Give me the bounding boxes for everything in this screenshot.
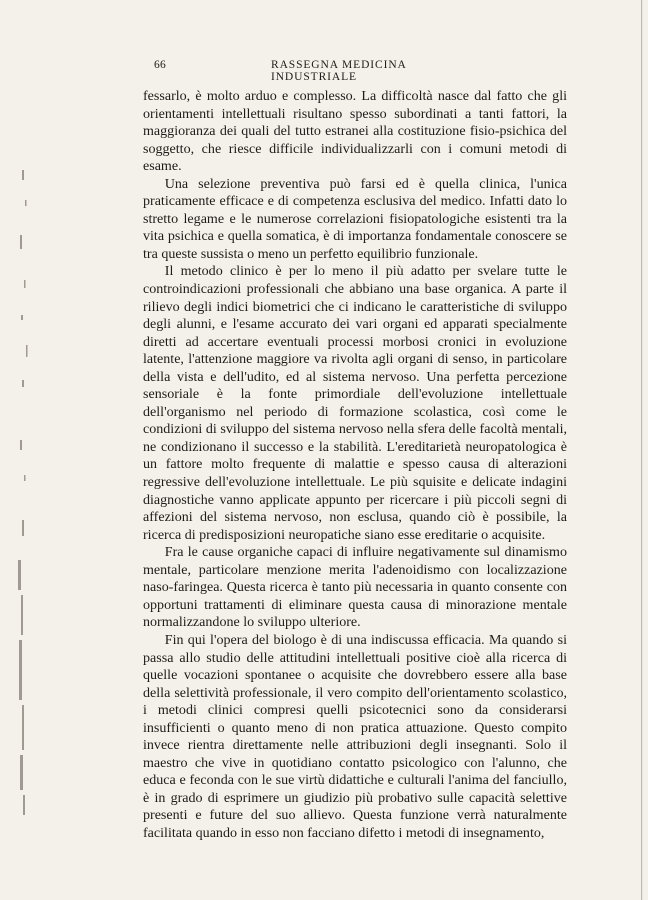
- right-page-edge: [636, 0, 648, 900]
- scan-edge-marks: [0, 140, 40, 840]
- paragraph: Il metodo clinico è per lo meno il più adatto per svelare tutte le controindicazioni professionali che abbiano una base organica. A parte il rilievo degli indici biometrici che ci indicano le caratteristiche di sviluppo degli alunni, e l'esame accurato dei vari organi ed apparati specialmente diretti ad accertare eventuali processi morbosi cronici in evoluzione latente, l'attenzione maggiore va rivolta agli organi di senso, in particolare della vista e dell'udito, ed al sistema nervoso. Una perfetta percezione sensoriale è la fonte primordiale dell'evoluzione intellettuale dell'organismo nel periodo di formazione scolastica, così come le condizioni di sviluppo del sistema nervoso nella sfera delle facoltà mentali, ne condizionano il successo e la stabilità. L'ereditarietà neuropatologica è un fattore molto frequente di malattie e spesso causa di alterazioni regressive dell'evoluzione intellettuale. Le più squisite e delicate indagini diagnostiche vanno applicate appunto per ricercare i più piccoli segni di affezioni del sistema nervoso, non esclusa, quando ciò è possibile, la ricerca di predisposizioni neuropatiche siano esse ereditarie o acquisite.: [143, 263, 567, 543]
- paragraph: Fin qui l'opera del biologo è di una indiscussa efficacia. Ma quando si passa allo studio delle attitudini intellettuali positive cioè alla ricerca di quelle vocazioni spontanee o acquisite che dovrebbero essere alla base della selettività professionale, il vero compito dell'orientamento scolastico, i metodi clinici compresi quelli psicotecnici sono da considerarsi insufficienti o quanto meno di non pratica attuazione. Questo compito invece rientra direttamente nelle attribuzioni degli insegnanti. Solo il maestro che vive in quotidiano contatto psicologico con l'alunno, che educa e feconda con le sue virtù didattiche e culturali l'anima del fanciullo, è in grado di esprimere un giudizio più probativo sulle capacità selettive presenti e future del suo allievo. Questa funzione verrà naturalmente facilitata quando in esso non facciano difetto i metodi di insegnamento,: [143, 631, 567, 841]
- paragraph: Una selezione preventiva può farsi ed è quella clinica, l'unica praticamente efficace e di competenza esclusiva del medico. Infatti dato lo stretto legame e le numerose correlazioni fisiopatologiche esistenti tra la vita psichica e quella somatica, è di importanza fondamentale conoscere se tra queste sussista o meno un perfetto equilibrio funzionale.: [143, 175, 567, 262]
- running-head: [154, 59, 476, 83]
- paragraph-continued: fessarlo, è molto arduo e complesso. La difficoltà nasce dal fatto che gli orientamenti intellettuali risultano spesso subordinati a tanti fattori, la maggioranza dei quali del tutto estranei alla costituzione fisio-psichica del soggetto, che riesce difficile individualizzarli con i comuni metodi di esame.: [143, 88, 567, 175]
- journal-title: RASSEGNA MEDICINA INDUSTRIALE: [271, 59, 407, 83]
- page-number: 66: [154, 59, 167, 71]
- article-body: [143, 88, 567, 843]
- paragraph: Fra le cause organiche capaci di influire negativamente sul dinamismo mentale, particolare menzione merita l'adenoidismo con localizzazione naso-faringea. Questa ricerca è tanto più necessaria in quanto consente con opportuni trattamenti di eliminare questa causa di minorazione mentale normalizzandone lo sviluppo ulteriore.: [143, 544, 567, 631]
